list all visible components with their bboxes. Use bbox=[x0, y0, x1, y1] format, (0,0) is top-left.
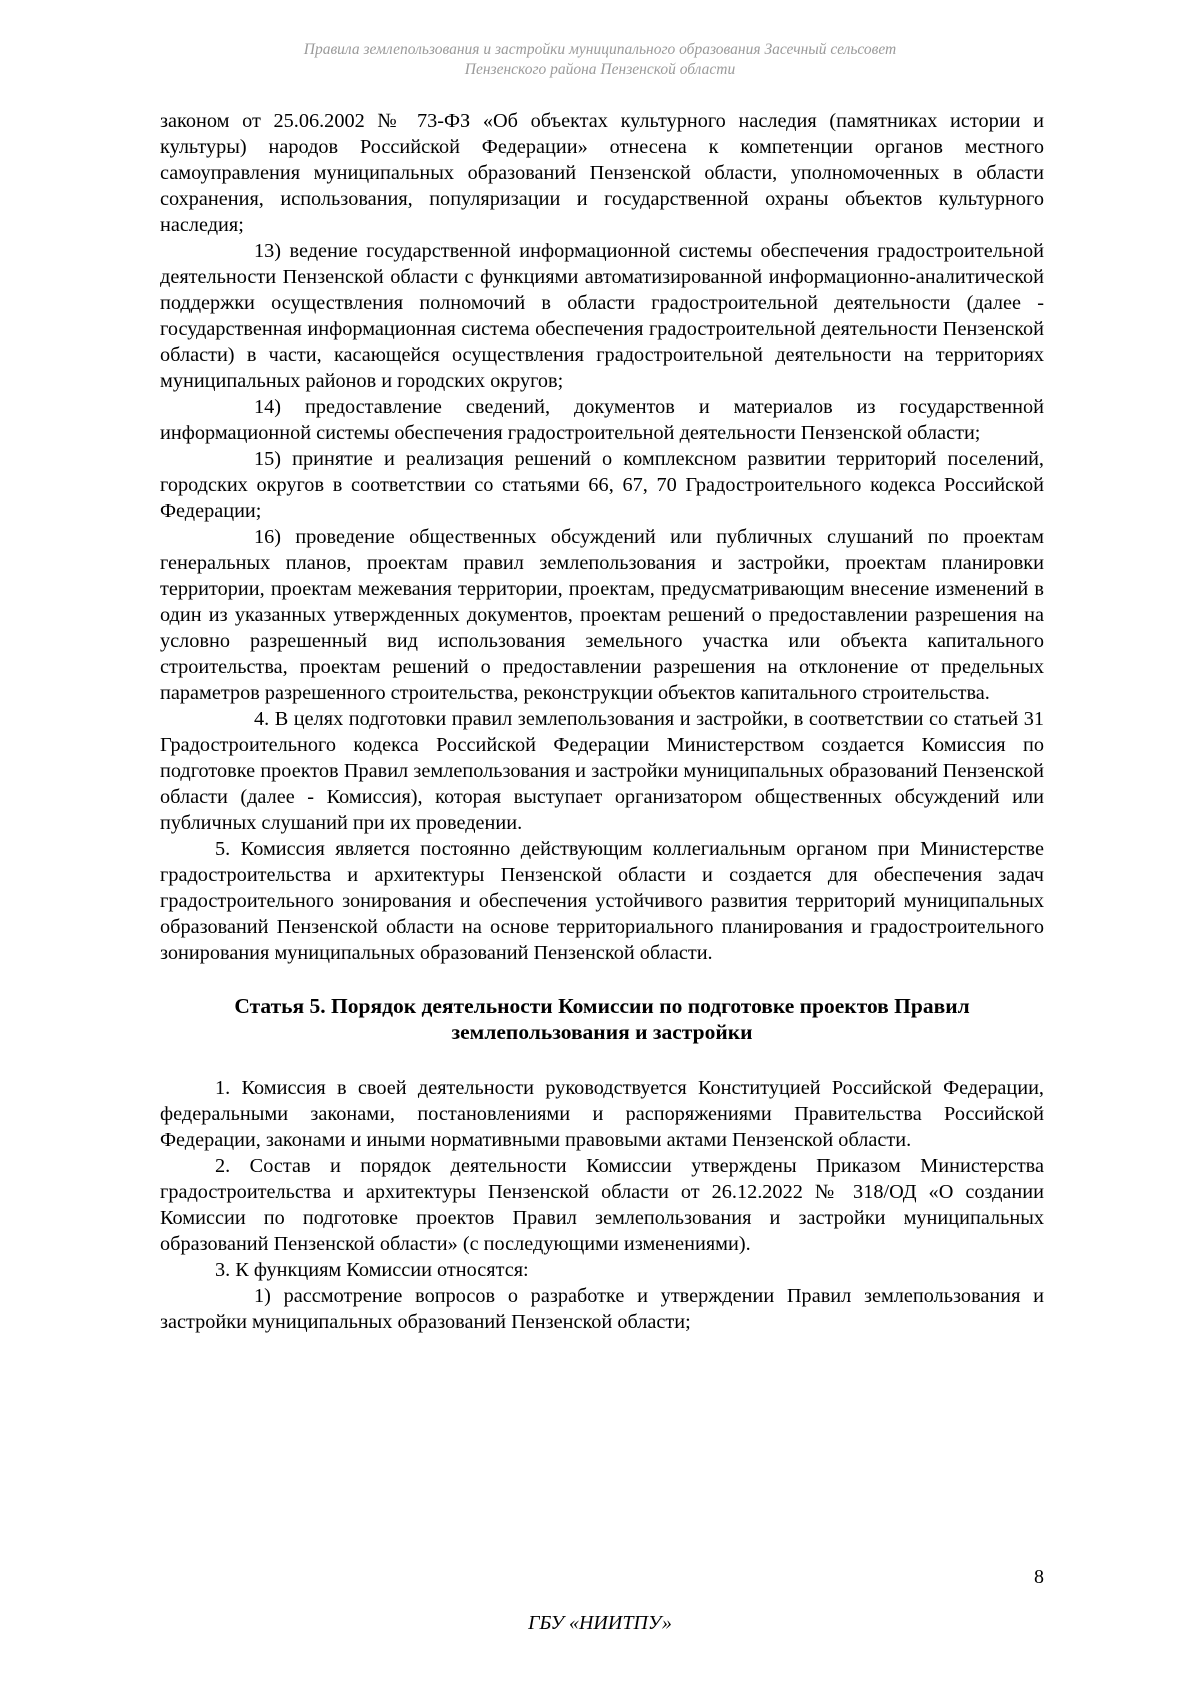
running-header bbox=[160, 40, 1040, 80]
paragraph-item-15: 15) принятие и реализация решений о комплексном развитии территорий поселений, городских округов в соответствии со статьями 66, 67, 70 Градостроительного кодекса Российской Федерации; bbox=[160, 448, 1044, 522]
paragraph-article5-clause-1: 1. Комиссия в своей деятельности руководствуется Конституцией Российской Федерации, федеральными законами, постановлениями и распоряжениями Правительства Российской Федерации, законами и иными нормативными правовыми актами Пензенской области. bbox=[160, 1077, 1044, 1151]
running-header-line-2: Пензенского района Пензенской области bbox=[464, 61, 736, 78]
article-5-heading: Статья 5. Порядок деятельности Комиссии по подготовке проектов Правил землепользования и застройки bbox=[234, 994, 970, 1044]
paragraph-clause-4: 4. В целях подготовки правил землепользования и застройки, в соответствии со статьей 31 Градостроительного кодекса Российской Федерации Министерством создается Комиссия по подготовке проектов Правил землепользования и застройки муниципальных образований Пензенской области (далее - Комиссия), которая выступает организатором общественных обсуждений или публичных слушаний при их проведении. bbox=[160, 708, 1044, 834]
paragraph-article5-clause-3: 3. К функциям Комиссии относятся: bbox=[215, 1259, 529, 1281]
paragraph-article5-clause-2: 2. Состав и порядок деятельности Комиссии утверждены Приказом Министерства градостроительства и архитектуры Пензенской области от 26.12.2022 № 318/ОД «О создании Комиссии по подготовке проектов Правил землепользования и застройки муниципальных образований Пензенской области» (с последующими изменениями). bbox=[160, 1155, 1044, 1255]
paragraph-item-14: 14) предоставление сведений, документов и материалов из государственной информационной системы обеспечения градостроительной деятельности Пензенской области; bbox=[160, 396, 1044, 444]
paragraph-item-13: 13) ведение государственной информационной системы обеспечения градостроительной деятельности Пензенской области с функциями автоматизированной информационно-аналитической поддержки осуществления полномочий в области градостроительной деятельности (далее - государственная информационная система обеспечения градостроительной деятельности Пензенской области) в части, касающейся осуществления градостроительной деятельности на территориях муниципальных районов и городских округов; bbox=[160, 240, 1044, 392]
paragraph-item-16: 16) проведение общественных обсуждений или публичных слушаний по проектам генеральных планов, проектам правил землепользования и застройки, проектам планировки территории, проектам межевания территории, проектам, предусматривающим внесение изменений в один из указанных утвержденных документов, проектам решений о предоставлении разрешения на условно разрешенный вид использования земельного участка или объекта капитального строительства, проектам решений о предоставлении разрешения на отклонение от предельных параметров разрешенного строительства, реконструкции объектов капитального строительства. bbox=[160, 526, 1044, 704]
page-number: 8 bbox=[1034, 1566, 1044, 1588]
paragraph-law-continuation: законом от 25.06.2002 № 73-ФЗ «Об объектах культурного наследия (памятниках истории и культуры) народов Российской Федерации» отнесена к компетенции органов местного самоуправления муниципальных образований Пензенской области, уполномоченных в области сохранения, использования, популяризации и государственной охраны объектов культурного наследия; bbox=[160, 110, 1044, 236]
document-body bbox=[160, 108, 1044, 1335]
paragraph-article5-item-1: 1) рассмотрение вопросов о разработке и утверждении Правил землепользования и застройки муниципальных образований Пензенской области; bbox=[160, 1285, 1044, 1333]
running-header-line-1: Правила землепользования и застройки муниципального образования Засечный сельсовет bbox=[303, 41, 897, 58]
running-footer: ГБУ «НИИТПУ» bbox=[528, 1612, 672, 1634]
paragraph-clause-5: 5. Комиссия является постоянно действующим коллегиальным органом при Министерстве градостроительства и архитектуры Пензенской области и создается для обеспечения задач градостроительного зонирования и обеспечения устойчивого развития территорий муниципальных образований Пензенской области на основе территориального планирования и градостроительного зонирования муниципальных образований Пензенской области. bbox=[160, 838, 1044, 964]
